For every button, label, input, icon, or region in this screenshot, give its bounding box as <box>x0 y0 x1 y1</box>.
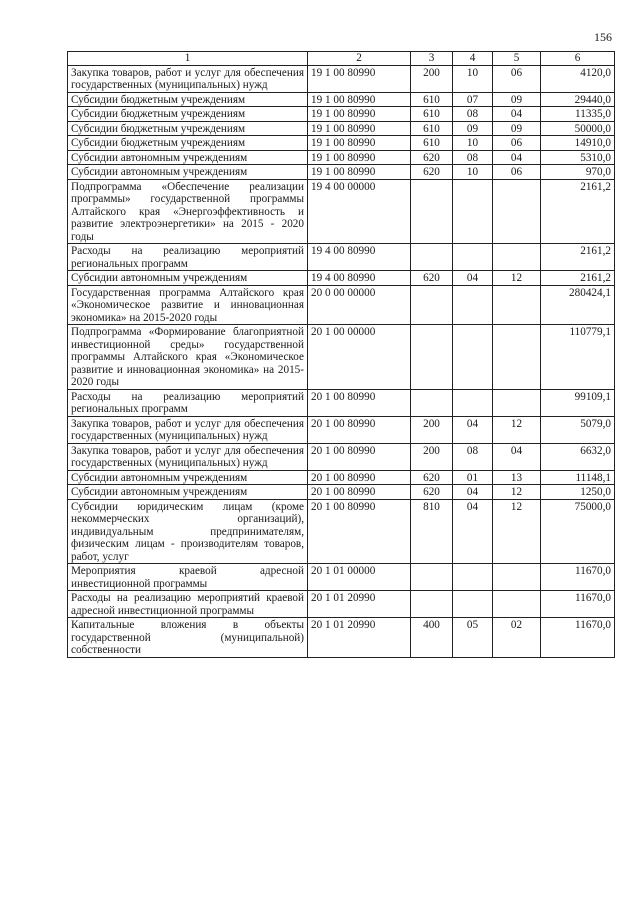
target-article-code-cell: 19 1 00 80990 <box>308 150 411 165</box>
expense-type-cell: 200 <box>411 443 453 470</box>
expense-name-cell: Мероприятия краевой адресной инвестиционной программы <box>68 564 308 591</box>
section-cell: 08 <box>453 150 493 165</box>
section-cell <box>453 389 493 416</box>
expense-type-cell: 200 <box>411 65 453 92</box>
section-cell <box>453 179 493 244</box>
column-header: 4 <box>453 52 493 66</box>
subsection-cell: 13 <box>493 470 541 485</box>
expense-name-cell: Субсидии автономным учреждениям <box>68 470 308 485</box>
expense-name-cell: Субсидии бюджетным учреждениям <box>68 136 308 151</box>
table-row <box>68 244 615 271</box>
section-cell: 04 <box>453 499 493 564</box>
amount-cell: 6632,0 <box>541 443 615 470</box>
target-article-code-cell: 20 0 00 00000 <box>308 285 411 325</box>
expense-type-cell: 620 <box>411 470 453 485</box>
section-cell <box>453 591 493 618</box>
table-row <box>68 416 615 443</box>
expense-type-cell <box>411 179 453 244</box>
subsection-cell: 12 <box>493 271 541 286</box>
section-cell: 08 <box>453 107 493 122</box>
amount-cell: 2161,2 <box>541 244 615 271</box>
section-cell: 01 <box>453 470 493 485</box>
subsection-cell <box>493 325 541 390</box>
column-header: 5 <box>493 52 541 66</box>
target-article-code-cell: 20 1 00 80990 <box>308 416 411 443</box>
expense-name-cell: Субсидии бюджетным учреждениям <box>68 107 308 122</box>
target-article-code-cell: 20 1 01 00000 <box>308 564 411 591</box>
expense-type-cell <box>411 325 453 390</box>
table-row <box>68 618 615 658</box>
table-row <box>68 65 615 92</box>
target-article-code-cell: 19 1 00 80990 <box>308 92 411 107</box>
section-cell: 09 <box>453 121 493 136</box>
amount-cell: 5079,0 <box>541 416 615 443</box>
expense-name-cell: Закупка товаров, работ и услуг для обеспечения государственных (муниципальных) нужд <box>68 443 308 470</box>
expense-name-cell: Субсидии бюджетным учреждениям <box>68 121 308 136</box>
amount-cell: 5310,0 <box>541 150 615 165</box>
subsection-cell: 09 <box>493 92 541 107</box>
expense-name-cell: Капитальные вложения в объекты государственной (муниципальной) собственности <box>68 618 308 658</box>
section-cell <box>453 244 493 271</box>
table-row <box>68 470 615 485</box>
expense-type-cell: 620 <box>411 271 453 286</box>
target-article-code-cell: 19 4 00 00000 <box>308 179 411 244</box>
expense-name-cell: Расходы на реализацию мероприятий региональных программ <box>68 389 308 416</box>
table-row <box>68 499 615 564</box>
section-cell: 05 <box>453 618 493 658</box>
target-article-code-cell: 20 1 01 20990 <box>308 591 411 618</box>
section-cell <box>453 285 493 325</box>
expense-type-cell: 610 <box>411 136 453 151</box>
subsection-cell: 06 <box>493 165 541 180</box>
target-article-code-cell: 19 1 00 80990 <box>308 107 411 122</box>
page-number: 156 <box>594 30 612 44</box>
target-article-code-cell: 20 1 00 00000 <box>308 325 411 390</box>
budget-table <box>67 51 615 658</box>
expense-type-cell: 610 <box>411 92 453 107</box>
target-article-code-cell: 20 1 00 80990 <box>308 443 411 470</box>
table-row <box>68 150 615 165</box>
table-row <box>68 92 615 107</box>
target-article-code-cell: 19 4 00 80990 <box>308 244 411 271</box>
subsection-cell: 04 <box>493 150 541 165</box>
amount-cell: 11148,1 <box>541 470 615 485</box>
expense-name-cell: Субсидии бюджетным учреждениям <box>68 92 308 107</box>
subsection-cell <box>493 285 541 325</box>
section-cell: 04 <box>453 485 493 500</box>
amount-cell: 99109,1 <box>541 389 615 416</box>
amount-cell: 75000,0 <box>541 499 615 564</box>
table-row <box>68 443 615 470</box>
subsection-cell: 12 <box>493 416 541 443</box>
amount-cell: 50000,0 <box>541 121 615 136</box>
target-article-code-cell: 19 4 00 80990 <box>308 271 411 286</box>
column-header: 3 <box>411 52 453 66</box>
table-body <box>68 65 615 657</box>
expense-type-cell <box>411 591 453 618</box>
subsection-cell: 04 <box>493 107 541 122</box>
expense-type-cell: 620 <box>411 485 453 500</box>
section-cell: 10 <box>453 165 493 180</box>
column-header: 6 <box>541 52 615 66</box>
amount-cell: 280424,1 <box>541 285 615 325</box>
subsection-cell: 12 <box>493 485 541 500</box>
expense-name-cell: Субсидии автономным учреждениям <box>68 150 308 165</box>
table-row <box>68 179 615 244</box>
section-cell <box>453 564 493 591</box>
expense-type-cell: 610 <box>411 121 453 136</box>
target-article-code-cell: 20 1 00 80990 <box>308 389 411 416</box>
subsection-cell: 02 <box>493 618 541 658</box>
amount-cell: 14910,0 <box>541 136 615 151</box>
expense-type-cell <box>411 564 453 591</box>
table-row <box>68 107 615 122</box>
subsection-cell <box>493 179 541 244</box>
expense-name-cell: Субсидии автономным учреждениям <box>68 271 308 286</box>
amount-cell: 11670,0 <box>541 564 615 591</box>
amount-cell: 2161,2 <box>541 271 615 286</box>
expense-type-cell: 400 <box>411 618 453 658</box>
section-cell: 04 <box>453 271 493 286</box>
table-row <box>68 325 615 390</box>
expense-type-cell: 810 <box>411 499 453 564</box>
target-article-code-cell: 19 1 00 80990 <box>308 165 411 180</box>
expense-name-cell: Подпрограмма «Обеспечение реализации программы» государственной программы Алтайского края «Энергоэффективность и развитие электроэнергетики» на 2015 - 2020 годы <box>68 179 308 244</box>
column-number-row <box>68 52 615 66</box>
amount-cell: 4120,0 <box>541 65 615 92</box>
table-row <box>68 165 615 180</box>
section-cell <box>453 325 493 390</box>
table-row <box>68 285 615 325</box>
subsection-cell <box>493 244 541 271</box>
target-article-code-cell: 19 1 00 80990 <box>308 121 411 136</box>
table-row <box>68 564 615 591</box>
expense-type-cell <box>411 389 453 416</box>
amount-cell: 11670,0 <box>541 618 615 658</box>
expense-name-cell: Субсидии автономным учреждениям <box>68 485 308 500</box>
table-row <box>68 485 615 500</box>
table-row <box>68 121 615 136</box>
expense-type-cell: 620 <box>411 150 453 165</box>
table-row <box>68 591 615 618</box>
target-article-code-cell: 19 1 00 80990 <box>308 65 411 92</box>
section-cell: 07 <box>453 92 493 107</box>
amount-cell: 110779,1 <box>541 325 615 390</box>
column-header: 2 <box>308 52 411 66</box>
expense-type-cell: 620 <box>411 165 453 180</box>
table-row <box>68 271 615 286</box>
amount-cell: 29440,0 <box>541 92 615 107</box>
expense-type-cell: 200 <box>411 416 453 443</box>
subsection-cell <box>493 564 541 591</box>
target-article-code-cell: 20 1 00 80990 <box>308 470 411 485</box>
expense-type-cell <box>411 244 453 271</box>
subsection-cell: 06 <box>493 136 541 151</box>
section-cell: 08 <box>453 443 493 470</box>
target-article-code-cell: 19 1 00 80990 <box>308 136 411 151</box>
section-cell: 10 <box>453 65 493 92</box>
column-header: 1 <box>68 52 308 66</box>
subsection-cell <box>493 591 541 618</box>
expense-name-cell: Подпрограмма «Формирование благоприятной инвестиционной среды» государственной программы Алтайского края «Экономическое развитие и инновационная экономика» на 2015-2020 годы <box>68 325 308 390</box>
subsection-cell: 06 <box>493 65 541 92</box>
expense-type-cell <box>411 285 453 325</box>
expense-name-cell: Субсидии юридическим лицам (кроме некоммерческих организаций), индивидуальным предпринимателям, физическим лицам - производителям товаров, работ, услуг <box>68 499 308 564</box>
amount-cell: 11335,0 <box>541 107 615 122</box>
amount-cell: 2161,2 <box>541 179 615 244</box>
expense-name-cell: Субсидии автономным учреждениям <box>68 165 308 180</box>
amount-cell: 11670,0 <box>541 591 615 618</box>
expense-name-cell: Расходы на реализацию мероприятий краевой адресной инвестиционной программы <box>68 591 308 618</box>
expense-name-cell: Закупка товаров, работ и услуг для обеспечения государственных (муниципальных) нужд <box>68 416 308 443</box>
table-row <box>68 389 615 416</box>
subsection-cell <box>493 389 541 416</box>
subsection-cell: 09 <box>493 121 541 136</box>
subsection-cell: 12 <box>493 499 541 564</box>
amount-cell: 1250,0 <box>541 485 615 500</box>
target-article-code-cell: 20 1 00 80990 <box>308 485 411 500</box>
expense-name-cell: Государственная программа Алтайского края «Экономическое развитие и инновационная экономика» на 2015-2020 годы <box>68 285 308 325</box>
section-cell: 10 <box>453 136 493 151</box>
target-article-code-cell: 20 1 01 20990 <box>308 618 411 658</box>
table-row <box>68 136 615 151</box>
target-article-code-cell: 20 1 00 80990 <box>308 499 411 564</box>
expense-name-cell: Расходы на реализацию мероприятий региональных программ <box>68 244 308 271</box>
expense-name-cell: Закупка товаров, работ и услуг для обеспечения государственных (муниципальных) нужд <box>68 65 308 92</box>
subsection-cell: 04 <box>493 443 541 470</box>
amount-cell: 970,0 <box>541 165 615 180</box>
expense-type-cell: 610 <box>411 107 453 122</box>
section-cell: 04 <box>453 416 493 443</box>
